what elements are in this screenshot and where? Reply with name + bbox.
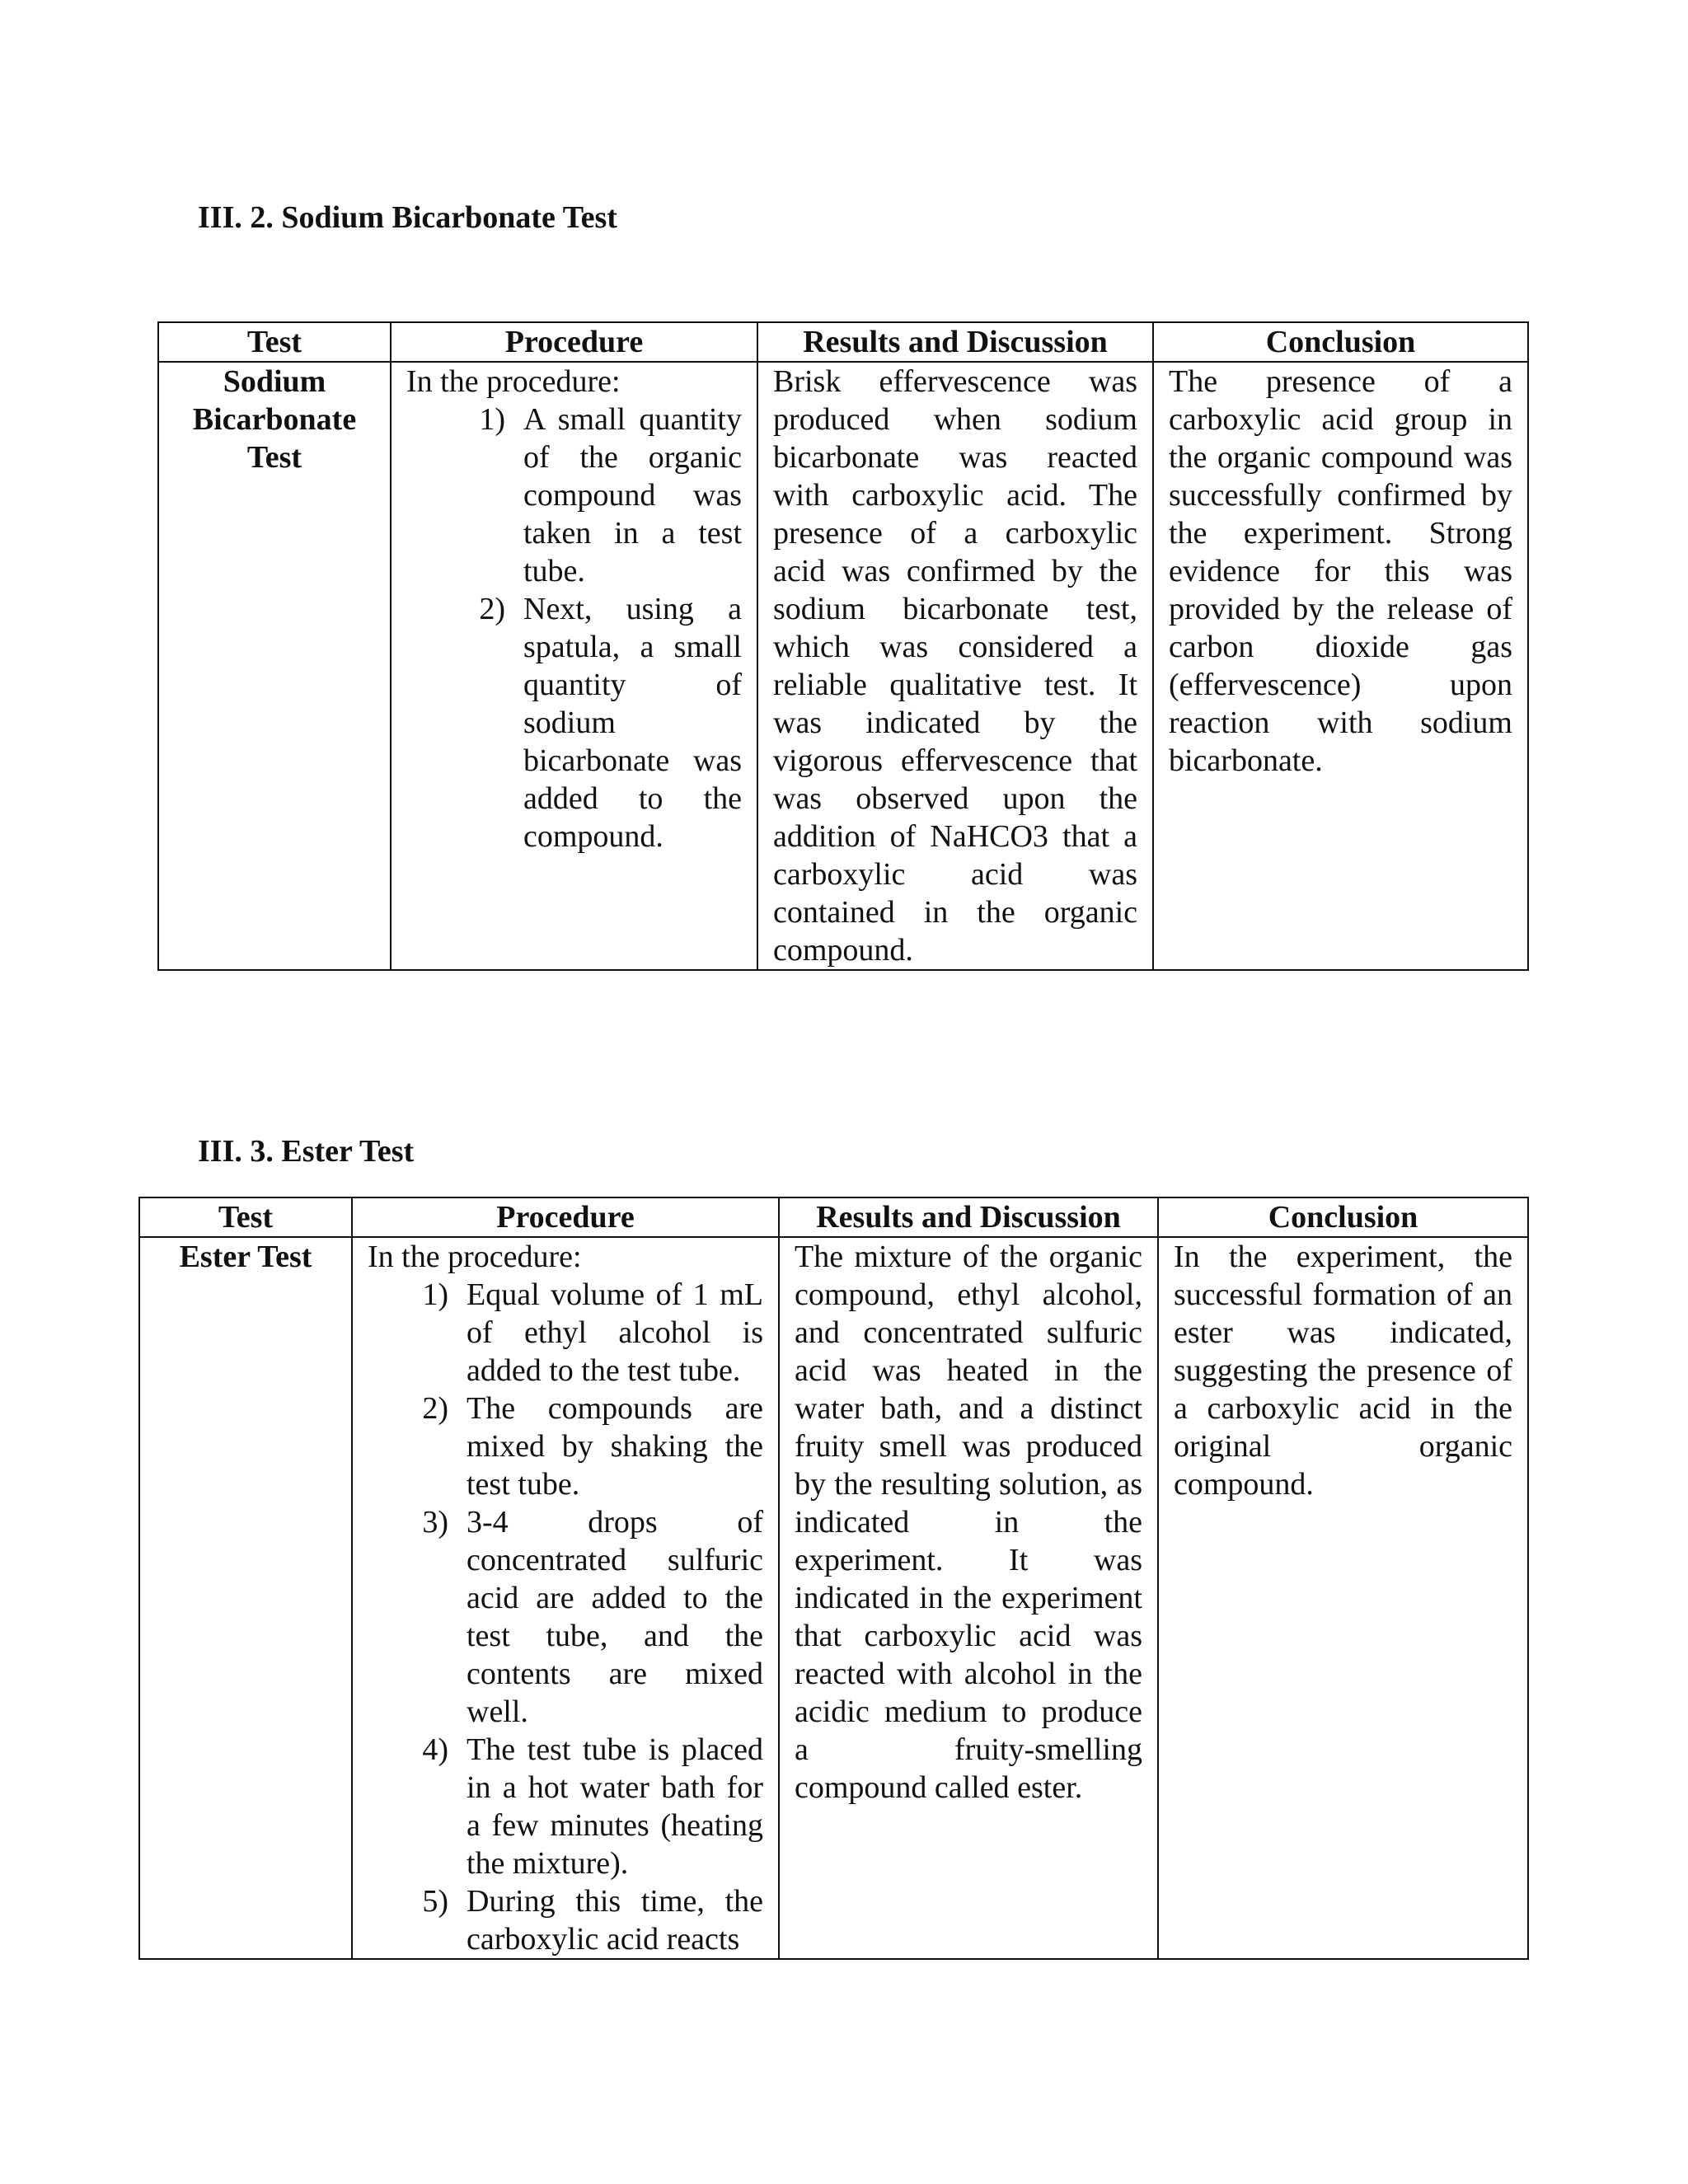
procedure-cell bbox=[391, 362, 757, 970]
step-text: The compounds are mixed by shaking the test tube. bbox=[467, 1391, 763, 1502]
conclusion-cell: The presence of a carboxylic acid group in the organic compound was successfully confirmed by the experiment. Strong evidence for this was provided by the release of carbon dioxide gas (effervescence) upon reaction with sodium bicarbonate. bbox=[1153, 362, 1528, 970]
column-header-results: Results and Discussion bbox=[757, 322, 1153, 362]
procedure-step bbox=[368, 1503, 763, 1731]
procedure-step bbox=[368, 1882, 763, 1958]
table-header-row bbox=[158, 322, 1528, 362]
step-number: 5) bbox=[422, 1884, 448, 1919]
step-text: Next, using a spatula, a small quantity of sodium bicarbonate was added to the compound. bbox=[523, 592, 742, 854]
step-text: Equal volume of 1 mL of ethyl alcohol is added to the test tube. bbox=[467, 1277, 763, 1388]
results-cell: Brisk effervescence was produced when sodium bicarbonate was reacted with carboxylic acid. The presence of a carboxylic acid was confirmed by the sodium bicarbonate test, which was considered a reliable qualitative test. It was indicated by the vigorous effervescence that was observed upon the addition of NaHCO3 that a carboxylic acid was contained in the organic compound. bbox=[757, 362, 1153, 970]
column-header-procedure: Procedure bbox=[391, 322, 757, 362]
table-header-row bbox=[139, 1197, 1528, 1237]
column-header-conclusion: Conclusion bbox=[1158, 1197, 1528, 1237]
procedure-step bbox=[368, 1731, 763, 1882]
step-number: 3) bbox=[422, 1505, 448, 1540]
sodium-bicarbonate-table bbox=[157, 321, 1529, 971]
procedure-cell bbox=[352, 1237, 779, 1959]
ester-test-table bbox=[138, 1197, 1529, 1960]
procedure-intro: In the procedure: bbox=[368, 1240, 582, 1274]
procedure-intro: In the procedure: bbox=[406, 364, 621, 399]
step-text: 3-4 drops of concentrated sulfuric acid are added to the test tube, and the contents are mixed well. bbox=[467, 1505, 763, 1729]
table-row bbox=[158, 362, 1528, 970]
step-text: During this time, the carboxylic acid reacts bbox=[467, 1884, 763, 1957]
procedure-step bbox=[406, 590, 742, 855]
procedure-steps bbox=[406, 401, 742, 855]
step-number: 2) bbox=[422, 1391, 448, 1426]
procedure-step bbox=[368, 1276, 763, 1390]
section-heading: III. 2. Sodium Bicarbonate Test bbox=[198, 200, 617, 235]
test-name-cell: Sodium Bicarbonate Test bbox=[158, 362, 391, 970]
column-header-conclusion: Conclusion bbox=[1153, 322, 1528, 362]
results-cell: The mixture of the organic compound, ethyl alcohol, and concentrated sulfuric acid was heated in the water bath, and a distinct fruity smell was produced by the resulting solution, as indicated in the experiment. It was indicated in the experiment that carboxylic acid was reacted with alcohol in the acidic medium to produce a fruity-smelling compound called ester. bbox=[779, 1237, 1158, 1959]
step-number: 1) bbox=[422, 1277, 448, 1312]
conclusion-cell: In the experiment, the successful formation of an ester was indicated, suggesting the presence of a carboxylic acid in the original organic compound. bbox=[1158, 1237, 1528, 1959]
column-header-test: Test bbox=[139, 1197, 352, 1237]
step-number: 1) bbox=[479, 402, 505, 437]
table-row bbox=[139, 1237, 1528, 1959]
procedure-step bbox=[406, 401, 742, 590]
test-name-cell: Ester Test bbox=[139, 1237, 352, 1959]
section-heading: III. 3. Ester Test bbox=[198, 1134, 415, 1169]
procedure-steps bbox=[368, 1276, 763, 1958]
column-header-results: Results and Discussion bbox=[779, 1197, 1158, 1237]
column-header-test: Test bbox=[158, 322, 391, 362]
step-number: 4) bbox=[422, 1732, 448, 1767]
step-number: 2) bbox=[479, 592, 505, 626]
procedure-step bbox=[368, 1390, 763, 1503]
column-header-procedure: Procedure bbox=[352, 1197, 779, 1237]
step-text: A small quantity of the organic compound was taken in a test tube. bbox=[523, 402, 742, 588]
step-text: The test tube is placed in a hot water bath for a few minutes (heating the mixture). bbox=[467, 1732, 763, 1881]
